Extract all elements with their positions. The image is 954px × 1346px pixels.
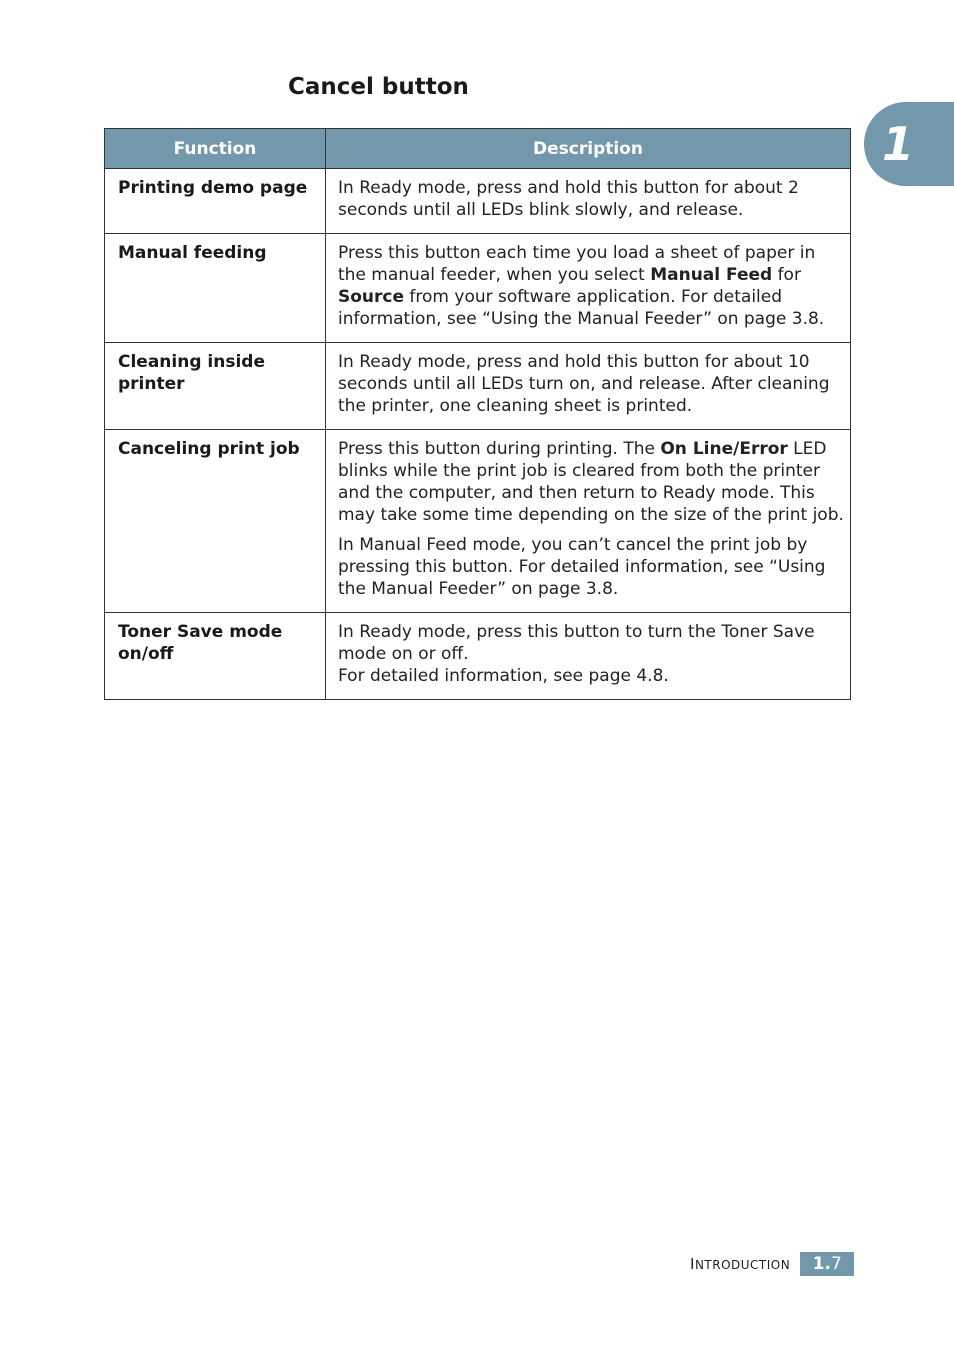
description-cell: [326, 343, 851, 430]
table-row: [105, 430, 851, 613]
bold-term: Manual Feed: [650, 265, 773, 285]
header-description: Description: [326, 129, 851, 169]
footer-section-label: [690, 1255, 790, 1273]
description-text: [338, 438, 844, 526]
function-table: [104, 128, 851, 700]
text-run: Press this button during printing. The: [338, 439, 661, 459]
description-cell: [326, 430, 851, 613]
text-run: LED blinks while the print job is cleared from both the printer and the computer, and then return to Ready mode. This may take some time depending on the size of the print job.: [338, 439, 844, 525]
table-header-row: [105, 129, 851, 169]
footer-initial: I: [690, 1255, 695, 1273]
chapter-tab: 1: [864, 102, 954, 186]
table-row: [105, 234, 851, 343]
description-cell: [326, 613, 851, 700]
header-function: Function: [105, 129, 326, 169]
function-cell: Printing demo page: [105, 169, 326, 234]
footer-rest: NTRODUCTION: [694, 1258, 791, 1272]
description-cell: [326, 234, 851, 343]
page-number-badge: [800, 1252, 854, 1276]
function-cell: Toner Save mode on/off: [105, 613, 326, 700]
function-cell: Manual feeding: [105, 234, 326, 343]
bold-term: On Line/Error: [660, 439, 788, 459]
table-row: [105, 343, 851, 430]
function-cell: Cleaning inside printer: [105, 343, 326, 430]
description-text: For detailed information, see page 4.8.: [338, 666, 669, 686]
page-major: 1.: [812, 1254, 831, 1274]
description-text: In Ready mode, press and hold this button for about 10 seconds until all LEDs turn on, and release. After cleaning the printer, one cleaning sheet is printed.: [338, 352, 830, 416]
table-row: [105, 169, 851, 234]
section-title: Cancel button: [288, 74, 469, 100]
description-text: In Ready mode, press and hold this button for about 2 seconds until all LEDs blink slowly, and release.: [338, 178, 799, 220]
table-row: [105, 613, 851, 700]
page-minor: 7: [830, 1254, 842, 1274]
function-cell: Canceling print job: [105, 430, 326, 613]
description-text: In Ready mode, press this button to turn the Toner Save mode on or off.: [338, 622, 815, 664]
text-run: Press this button each time you load a sheet of paper in the manual feeder, when you select: [338, 243, 816, 285]
text-run: from your software application. For detailed information, see “Using the Manual Feeder” on page 3.8.: [338, 287, 825, 329]
description-text: [338, 242, 844, 330]
page-footer: [690, 1252, 854, 1276]
bold-term: Source: [338, 287, 405, 307]
text-run: for: [772, 265, 801, 285]
description-cell: [326, 169, 851, 234]
description-note: In Manual Feed mode, you can’t cancel the print job by pressing this button. For detailed information, see “Using the Manual Feeder” on page 3.8.: [338, 535, 826, 599]
